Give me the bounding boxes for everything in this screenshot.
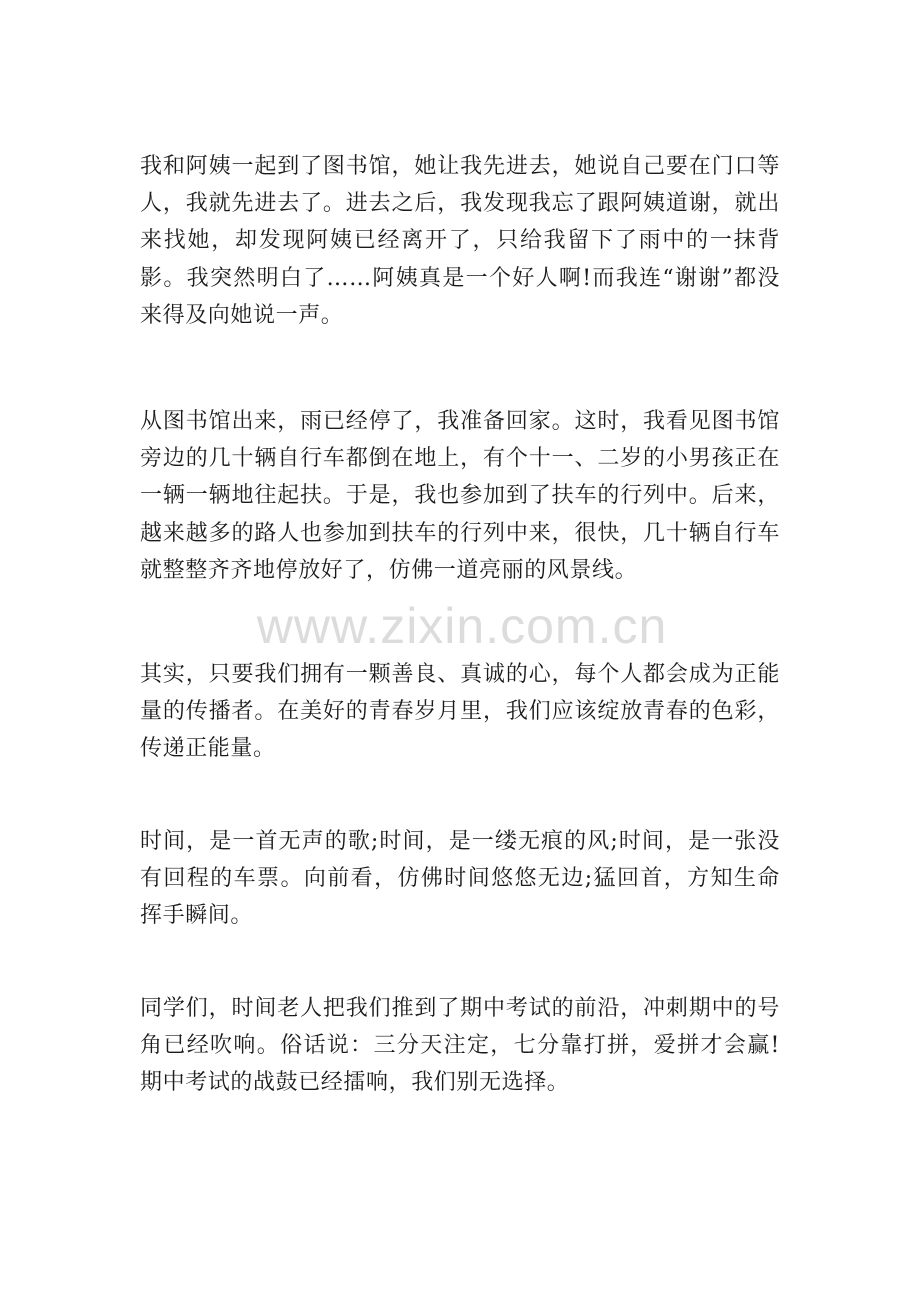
paragraph-positive-energy: 其实，只要我们拥有一颗善良、真诚的心，每个人都会成为正能量的传播者。在美好的青春岁月里，我们应该绽放青春的色彩，传递正能量。 (140, 662, 780, 762)
paragraph-time: 时间，是一首无声的歌;时间，是一缕无痕的风;时间，是一张没有回程的车票。向前看，仿佛时间悠悠无边;猛回首，方知生命挥手瞬间。 (140, 829, 780, 929)
paragraph-library-aunt: 我和阿姨一起到了图书馆，她让我先进去，她说自己要在门口等人，我就先进去了。进去之后，我发现我忘了跟阿姨道谢，就出来找她，却发现阿姨已经离开了，只给我留下了雨中的一抹背影。我突然明白了……阿姨真是一个好人啊!而我连“谢谢”都没来得及向她说一声。 (140, 154, 780, 328)
paragraph-midterm: 同学们，时间老人把我们推到了期中考试的前沿，冲刺期中的号角已经吹响。俗话说：三分天注定，七分靠打拼，爱拼才会赢!期中考试的战鼓已经擂响，我们别无选择。 (140, 996, 780, 1096)
watermark: www.zixin.com.cn (256, 598, 668, 654)
paragraph-bicycles: 从图书馆出来，雨已经停了，我准备回家。这时，我看见图书馆旁边的几十辆自行车都倒在地上，有个十一、二岁的小男孩正在一辆一辆地往起扶。于是，我也参加到了扶车的行列中。后来，越来越多的路人也参加到扶车的行列中来，很快，几十辆自行车就整整齐齐地停放好了，仿佛一道亮丽的风景线。 (140, 409, 780, 583)
